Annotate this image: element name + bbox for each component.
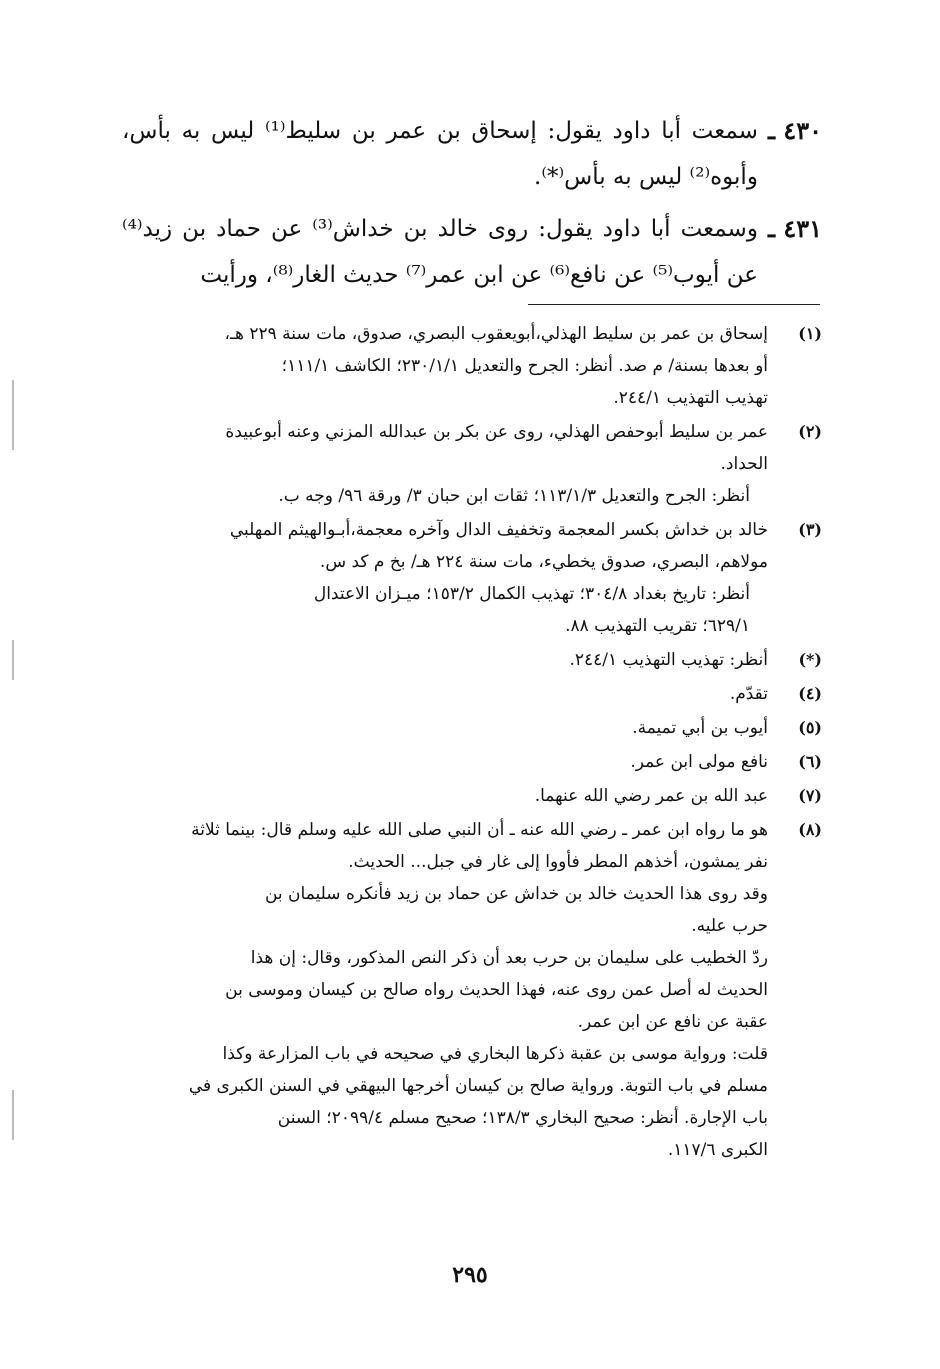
footnote-body: [122, 416, 768, 512]
footnote-line: عبد الله بن عمر رضي الله عنهما.: [534, 786, 768, 806]
footnote-number: (٤): [798, 684, 822, 703]
footnote: [122, 318, 822, 414]
footnote-line: تقدّم.: [729, 684, 768, 704]
footnote-line: إسحاق بن عمر بن سليط الهذلي،أبويعقوب البصري، صدوق، مات سنة ٢٢٩ هـ،: [224, 324, 768, 344]
entry-number: ٤٣١ ـ: [767, 214, 822, 243]
footnote-body: [122, 712, 768, 744]
footnote-body: [122, 780, 768, 812]
footnote-line: باب الإجارة. أنظر: صحيح البخاري ١٣٨/٣؛ صحيح مسلم ٢٠٩٩/٤؛ السنن: [277, 1108, 768, 1128]
footnote: [122, 514, 822, 642]
main-text: [122, 108, 822, 304]
entry-text: سمعت أبا داود يقول: إسحاق بن عمر بن سليط⁽¹⁾ ليس به بأس، وأبوه⁽²⁾ ليس به بأس⁽*⁾.: [122, 118, 758, 190]
footnote-line: نفر يمشون، أخذهم المطر فأووا إلى غار في جبل... الحديث.: [348, 852, 768, 872]
scan-edge-mark: [12, 380, 14, 450]
footnote: [122, 644, 822, 676]
scan-edge-mark: [12, 640, 14, 680]
footnote-body: [122, 678, 768, 710]
entry-text: وسمعت أبا داود يقول: روى خالد بن خداش⁽³⁾ عن حماد بن زيد⁽⁴⁾ عن أيوب⁽⁵⁾ عن نافع⁽⁶⁾ عن ابن عمر⁽⁷⁾ حديث الغار⁽⁸⁾، ورأيت: [122, 216, 758, 288]
footnote: [122, 814, 822, 1166]
footnote-line: الكبرى ١١٧/٦.: [667, 1140, 768, 1160]
footnote-line: عقبة عن نافع عن ابن عمر.: [577, 1012, 768, 1032]
entry-number: ٤٣٠ ـ: [767, 116, 822, 145]
footnote-line: أو بعدها بسنة/ م صد. أنظر: الجرح والتعديل ٢٣٠/١/١؛ الكاشف ١١١/١؛: [281, 356, 768, 376]
footnote-line: مسلم في باب التوبة. ورواية صالح بن كيسان أخرجها البيهقي في السنن الكبرى في: [188, 1076, 768, 1096]
footnote-line: عمر بن سليط أبوحفص الهذلي، روى عن بكر بن عبدالله المزني وعنه أبوعبيدة: [225, 422, 768, 442]
footnote-line: مولاهم، البصري، صدوق يخطيء، مات سنة ٢٢٤ هـ/ بخ م كد س.: [319, 552, 768, 572]
footnotes: [122, 318, 822, 1168]
footnote-separator: [528, 304, 820, 305]
footnote-number: (١): [798, 324, 822, 343]
footnote-line: خالد بن خداش بكسر المعجمة وتخفيف الدال وآخره معجمة،أبـوالهيثم المهلبي: [229, 520, 768, 540]
footnote-body: [122, 318, 768, 414]
footnote-line: أنظر: تاريخ بغداد ٣٠٤/٨؛ تهذيب الكمال ١٥٣/٢؛ ميـزان الاعتدال: [313, 584, 750, 604]
footnote: [122, 712, 822, 744]
footnote-line: نافع مولى ابن عمر.: [630, 752, 768, 772]
footnote-line: هو ما رواه ابن عمر ـ رضي الله عنه ـ أن النبي صلى الله عليه وسلم قال: بينما ثلاثة: [191, 820, 768, 840]
footnote-body: [122, 644, 768, 676]
footnote-line: قلت: ورواية موسى بن عقبة ذكرها البخاري في صحيحه في باب المزارعة وكذا: [222, 1044, 768, 1064]
footnote-line: تهذيب التهذيب ٢٤٤/١.: [613, 388, 768, 408]
entry-431: [122, 206, 822, 298]
footnote-number: (٢): [798, 422, 822, 441]
footnote-number: (٣): [798, 520, 822, 539]
entry-430: [122, 108, 822, 200]
footnote-number: (٦): [798, 752, 822, 771]
footnote-body: [122, 746, 768, 778]
footnote-line: ردّ الخطيب على سليمان بن حرب بعد أن ذكر النص المذكور، وقال: إن هذا: [250, 948, 768, 968]
footnote-number: (٨): [798, 820, 822, 839]
footnote: [122, 678, 822, 710]
footnote-line: الحداد.: [720, 454, 768, 474]
footnote-line: ٦٢٩/١؛ تقريب التهذيب ٨٨.: [565, 616, 750, 636]
footnote-number: (٧): [798, 786, 822, 805]
footnote-body: [122, 514, 768, 642]
footnote-line: أنظر: الجرح والتعديل ١١٣/١/٣؛ ثقات ابن حبان ٣/ ورقة ٩٦/ وجه ب.: [278, 486, 750, 506]
footnote: [122, 746, 822, 778]
footnote-line: وقد روى هذا الحديث خالد بن خداش عن حماد بن زيد فأنكره سليمان بن: [264, 884, 768, 904]
footnote-number: (*): [798, 650, 822, 669]
footnote: [122, 780, 822, 812]
scan-edge-mark: [12, 1090, 14, 1140]
page-number: ٢٩٥: [452, 1262, 488, 1288]
footnote-line: حرب عليه.: [691, 916, 768, 936]
footnote-line: الحديث له أصل عمن روى عنه، فهذا الحديث رواه صالح بن كيسان وموسى بن: [225, 980, 768, 1000]
footnote-line: أنظر: تهذيب التهذيب ٢٤٤/١.: [569, 650, 768, 670]
footnote-body: [122, 814, 768, 1166]
footnote-number: (٥): [798, 718, 822, 737]
footnote-line: أيوب بن أبي تميمة.: [632, 718, 768, 738]
footnote: [122, 416, 822, 512]
